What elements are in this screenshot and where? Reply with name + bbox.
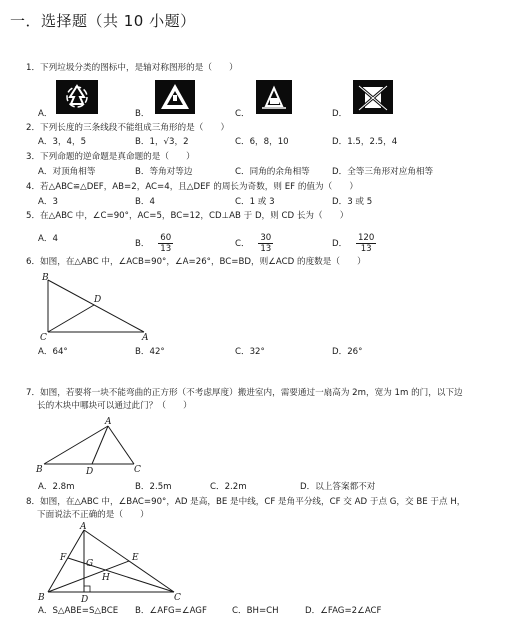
- question-8-text-line2: 下面说法不正确的是（ ）: [37, 510, 149, 520]
- label-d: D: [81, 595, 89, 605]
- question-7-text-line1: 7．如图，若要将一块不能弯曲的正方形（不考虑厚度）搬进室内，需要通过一扇高为 2m，宽为 1m 的门，以下边: [26, 388, 463, 398]
- q4-option-a[interactable]: A．3: [38, 197, 58, 207]
- q6-option-d[interactable]: D．26°: [332, 347, 363, 357]
- label-e: E: [132, 553, 139, 563]
- crossed-bin-icon: [353, 80, 393, 114]
- fraction-denominator: 13: [360, 244, 372, 254]
- q8-option-d[interactable]: D．∠FAG=2∠ACF: [305, 606, 382, 616]
- q3-option-a[interactable]: A．对顶角相等: [38, 167, 96, 177]
- label-a: A: [105, 417, 112, 427]
- q5-option-d[interactable]: [332, 233, 376, 254]
- label-a: A: [142, 333, 149, 343]
- question-3-text: 3．下列命题的逆命题是真命题的是（ ）: [26, 152, 195, 162]
- q2-option-c[interactable]: C．6，8，10: [235, 137, 289, 147]
- label-h: H: [102, 573, 110, 583]
- q6-option-a[interactable]: A．64°: [38, 347, 68, 357]
- label-d: D: [86, 467, 94, 477]
- fraction-denominator: 13: [260, 244, 272, 254]
- fraction-120-13: [356, 233, 376, 254]
- q6-option-b[interactable]: B．42°: [135, 347, 165, 357]
- q3-option-b[interactable]: B．等角对等边: [135, 167, 193, 177]
- q4-option-c[interactable]: C．1 或 3: [235, 197, 275, 207]
- question-7-text-line2: 长的木块中哪块可以通过此门？（ ）: [37, 401, 192, 411]
- fraction-30-13: [258, 233, 273, 254]
- q6-option-c[interactable]: C．32°: [235, 347, 265, 357]
- q5-option-a[interactable]: A．4: [38, 234, 58, 244]
- q7-option-d[interactable]: D．以上答案都不对: [300, 482, 376, 492]
- fraction-denominator: 13: [160, 244, 172, 254]
- label-c: C: [40, 333, 47, 343]
- q5-option-c-letter: C．: [235, 239, 250, 249]
- q2-option-b[interactable]: B．1，√3，2: [135, 137, 189, 147]
- hazard-triangle-icon: [155, 80, 195, 114]
- q6-triangle-figure: [36, 270, 161, 345]
- q2-option-a[interactable]: A．3，4，5: [38, 137, 87, 147]
- q5-option-b[interactable]: [135, 233, 173, 254]
- q2-option-d[interactable]: D．1.5，2.5，4: [332, 137, 398, 147]
- q3-option-d[interactable]: D．全等三角形对应角相等: [332, 167, 434, 177]
- label-b: B: [38, 593, 45, 603]
- question-2-text: 2．下列长度的三条线段不能组成三角形的是（ ）: [26, 123, 230, 133]
- q8-option-b[interactable]: B．∠AFG=∠AGF: [135, 606, 207, 616]
- section-title: 一．选择题（共 10 小题）: [10, 12, 196, 30]
- kitchen-waste-icon: [256, 80, 292, 114]
- label-a: A: [80, 522, 87, 532]
- question-8-text-line1: 8．如图，在△ABC 中，∠BAC=90°，AD 是高，BE 是中线，CF 是角平分线，CF 交 AD 于点 G，交 BE 于点 H，: [26, 497, 466, 507]
- q8-option-a[interactable]: A．S△ABE=S△BCE: [38, 606, 119, 616]
- fraction-numerator: 60: [160, 233, 172, 243]
- fraction-numerator: 30: [260, 233, 272, 243]
- recycle-icon: [56, 80, 98, 114]
- question-5-text: 5．在△ABC 中，∠C=90°，AC=5，BC=12，CD⊥AB 于 D，则 CD 长为（ ）: [26, 211, 349, 221]
- label-f: F: [60, 553, 67, 563]
- q5-option-d-letter: D．: [332, 239, 348, 249]
- label-d: D: [94, 295, 102, 305]
- q3-option-c[interactable]: C．同角的余角相等: [235, 167, 310, 177]
- q8-option-c[interactable]: C．BH=CH: [232, 606, 279, 616]
- q1-option-b[interactable]: B．: [135, 109, 150, 119]
- q1-option-a[interactable]: A．: [38, 109, 53, 119]
- q4-option-b[interactable]: B．4: [135, 197, 155, 207]
- question-1-text: 1．下列垃圾分类的图标中，是轴对称图形的是（ ）: [26, 63, 238, 73]
- question-6-text: 6．如图，在△ABC 中，∠ACB=90°，∠A=26°，BC=BD，则∠ACD 的度数是（ ）: [26, 257, 366, 267]
- q7-option-a[interactable]: A．2.8m: [38, 482, 75, 492]
- q7-triangle-figure: [34, 414, 154, 478]
- q5-option-b-letter: B．: [135, 239, 150, 249]
- q1-option-c[interactable]: C．: [235, 109, 250, 119]
- label-g: G: [86, 559, 94, 569]
- q5-option-c[interactable]: [235, 233, 273, 254]
- fraction-numerator: 120: [357, 233, 375, 243]
- label-c: C: [134, 465, 141, 475]
- q8-triangle-figure: [34, 520, 194, 606]
- label-b: B: [36, 465, 43, 475]
- q7-option-b[interactable]: B．2.5m: [135, 482, 172, 492]
- label-c: C: [174, 593, 181, 603]
- fraction-60-13: [158, 233, 173, 254]
- q4-option-d[interactable]: D．3 或 5: [332, 197, 373, 207]
- question-4-text: 4．若△ABC≌△DEF，AB=2，AC=4，且△DEF 的周长为奇数，则 EF 的值为（ ）: [26, 182, 358, 192]
- q1-option-d[interactable]: D．: [332, 109, 348, 119]
- q7-option-c[interactable]: C．2.2m: [210, 482, 247, 492]
- label-b: B: [42, 273, 49, 283]
